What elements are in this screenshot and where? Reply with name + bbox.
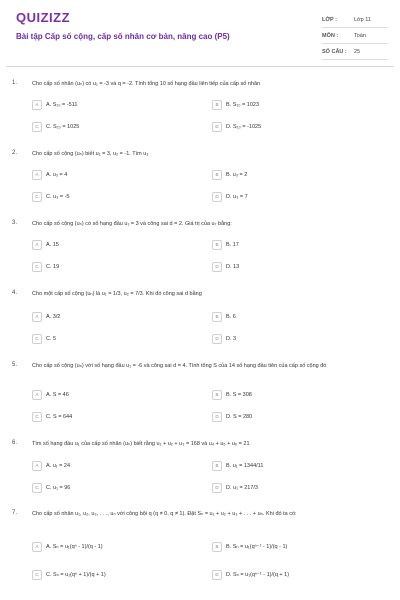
option-text: C. Sₙ = u₁(qⁿ + 1)/(q + 1) — [46, 572, 106, 578]
option-text: C. u₃ = -5 — [46, 194, 70, 200]
question-number: 4. — [12, 290, 18, 296]
meta-value: Toán — [354, 32, 366, 39]
option-text: B. u₃ = 2 — [226, 172, 248, 178]
option-d[interactable] — [212, 192, 362, 202]
meta-row-class — [322, 12, 388, 28]
option-letter: B — [212, 170, 222, 180]
option-letter: A — [32, 240, 42, 250]
option-text: B. 17 — [226, 242, 239, 248]
option-letter: D — [212, 483, 222, 493]
meta-label: SỐ CÂU : — [322, 48, 347, 55]
option-letter: B — [212, 312, 222, 322]
option-letter: A — [32, 461, 42, 471]
option-text: D. u₁ = 217/3 — [226, 485, 258, 491]
question-number: 5. — [12, 362, 18, 368]
question-text: Cho cấp số nhân u₁, u₂, u₃, . . ., uₙ với công bội q (q ≠ 0, q ≠ 1). Đặt Sₙ = u₁ + u₂ + u₃ + . . . + uₙ. Khi đó ta có: — [32, 511, 297, 517]
option-a[interactable] — [32, 170, 182, 180]
header-divider — [6, 66, 394, 67]
option-text: A. S = 46 — [46, 392, 69, 398]
option-b[interactable] — [212, 461, 362, 471]
option-text: A. u₃ = 4 — [46, 172, 68, 178]
option-letter: B — [212, 100, 222, 110]
option-b[interactable] — [212, 542, 362, 552]
option-letter: D — [212, 262, 222, 272]
question-number: 2. — [12, 150, 18, 156]
option-b[interactable] — [212, 100, 362, 110]
option-letter: A — [32, 312, 42, 322]
option-letter: C — [32, 122, 42, 132]
option-letter: C — [32, 192, 42, 202]
option-letter: D — [212, 412, 222, 422]
option-text: B. Sₙ = u₁(qⁿ⁻¹ - 1)/(q - 1) — [226, 544, 288, 550]
meta-label: LỚP : — [322, 16, 337, 23]
option-text: D. Sₙ = u₁(qⁿ⁻¹ - 1)/(q + 1) — [226, 572, 290, 578]
meta-label: MÔN : — [322, 32, 339, 39]
option-text: C. 19 — [46, 264, 60, 270]
question-text: Tìm số hạng đầu u₁ của cấp số nhân (uₙ) biết rằng u₁ + u₂ + u₃ = 168 và u₄ + u₅ + u₆ = 21 — [32, 441, 250, 447]
option-a[interactable] — [32, 542, 182, 552]
question-number: 1. — [12, 80, 18, 86]
option-text: D. 13 — [226, 264, 240, 270]
option-d[interactable] — [212, 262, 362, 272]
option-c[interactable] — [32, 483, 182, 493]
option-letter: B — [212, 461, 222, 471]
option-d[interactable] — [212, 122, 362, 132]
option-d[interactable] — [212, 334, 362, 344]
option-d[interactable] — [212, 570, 362, 580]
option-letter: B — [212, 542, 222, 552]
question-number: 7. — [12, 510, 18, 516]
option-text: C. S₁₀ = 1025 — [46, 124, 80, 130]
option-c[interactable] — [32, 412, 182, 422]
option-text: A. 15 — [46, 242, 59, 248]
option-text: D. S = 280 — [226, 414, 253, 420]
question-text: Cho cấp số cộng (uₙ) biết u₁ = 3, u₂ = -1. Tìm u₃ — [32, 151, 149, 157]
option-b[interactable] — [212, 390, 362, 400]
question-text: Cho cấp số cộng (uₙ) với số hạng đầu u₁ = -6 và công sai d = 4. Tính tổng S của 14 số hạng đầu tiên của cấp số cộng đó — [32, 363, 327, 369]
option-text: A. 3/2 — [46, 314, 61, 320]
question-text: Cho cấp số cộng (uₙ) có số hạng đầu u₁ = 3 và công sai d = 2. Giá trị của u₇ bằng: — [32, 221, 232, 227]
option-text: D. u₃ = 7 — [226, 194, 248, 200]
question-number: 3. — [12, 220, 18, 226]
option-d[interactable] — [212, 483, 362, 493]
option-letter: A — [32, 542, 42, 552]
option-letter: D — [212, 334, 222, 344]
option-text: B. u₁ = 1344/11 — [226, 463, 264, 469]
meta-row-question-count — [322, 44, 388, 60]
option-letter: A — [32, 170, 42, 180]
option-letter: C — [32, 570, 42, 580]
option-b[interactable] — [212, 240, 362, 250]
meta-row-subject — [322, 28, 388, 44]
option-b[interactable] — [212, 170, 362, 180]
question-number: 6. — [12, 440, 18, 446]
option-text: C. 5 — [46, 336, 57, 342]
worksheet-title: Bài tập Cấp số cộng, cấp số nhân cơ bản, nâng cao (P5) — [16, 32, 230, 41]
option-letter: A — [32, 100, 42, 110]
option-letter: B — [212, 390, 222, 400]
option-text: D. 3 — [226, 336, 237, 342]
option-c[interactable] — [32, 570, 182, 580]
option-a[interactable] — [32, 100, 182, 110]
meta-value: Lớp 11 — [354, 16, 371, 23]
worksheet-meta — [322, 12, 388, 60]
option-a[interactable] — [32, 390, 182, 400]
option-text: B. 6 — [226, 314, 236, 320]
option-letter: D — [212, 122, 222, 132]
option-letter: C — [32, 483, 42, 493]
option-c[interactable] — [32, 334, 182, 344]
option-text: D. S₁₀ = -1025 — [226, 124, 262, 130]
question-text: Cho một cấp số cộng (uₙ) là u₁ = 1/3, u₂ = 7/3. Khi đó công sai d bằng — [32, 291, 202, 297]
option-b[interactable] — [212, 312, 362, 322]
option-text: B. S₁₀ = 1023 — [226, 102, 260, 108]
option-text: B. S = 308 — [226, 392, 252, 398]
option-c[interactable] — [32, 262, 182, 272]
option-letter: B — [212, 240, 222, 250]
option-d[interactable] — [212, 412, 362, 422]
option-a[interactable] — [32, 461, 182, 471]
option-c[interactable] — [32, 192, 182, 202]
option-a[interactable] — [32, 312, 182, 322]
option-text: A. u₁ = 24 — [46, 463, 71, 469]
option-letter: D — [212, 570, 222, 580]
option-c[interactable] — [32, 122, 182, 132]
worksheet-header — [0, 0, 400, 66]
option-letter: C — [32, 412, 42, 422]
option-text: A. Sₙ = u₁(qⁿ - 1)/(q - 1) — [46, 544, 103, 550]
meta-value: 25 — [354, 48, 361, 55]
option-letter: C — [32, 262, 42, 272]
option-text: A. S₁₀ = -511 — [46, 102, 78, 108]
option-text: C. S = 644 — [46, 414, 73, 420]
quizizz-logo: QUIZIZZ — [16, 10, 71, 25]
option-letter: A — [32, 390, 42, 400]
option-letter: D — [212, 192, 222, 202]
question-text: Cho cấp số nhân (uₙ) có u₁ = -3 và q = -2. Tính tổng 10 số hạng đầu liên tiếp của cấp số nhân — [32, 81, 261, 87]
option-letter: C — [32, 334, 42, 344]
option-a[interactable] — [32, 240, 182, 250]
option-text: C. u₁ = 96 — [46, 485, 71, 491]
